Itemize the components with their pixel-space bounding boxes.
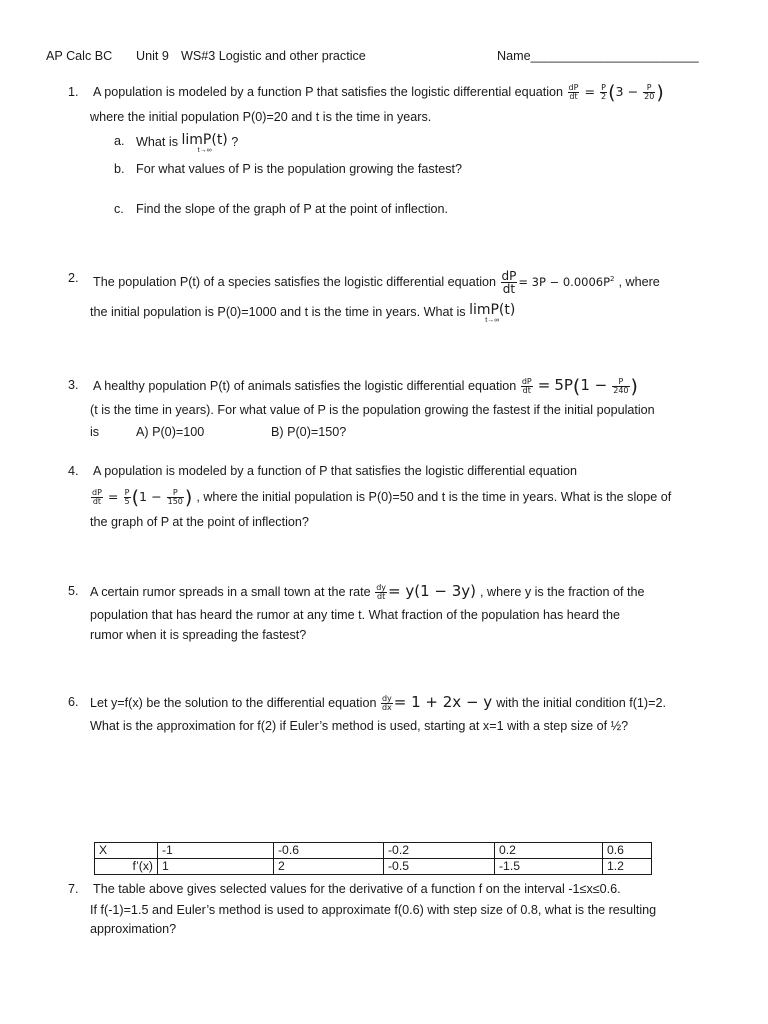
table-cell: -1.5 <box>495 859 603 875</box>
table-cell: -0.5 <box>384 859 495 875</box>
q6-number: 6. <box>68 695 79 709</box>
q6-eq-lhs: $\frac{dy}{dx}$ <box>381 694 392 712</box>
q3-eq-lhs: $\frac{dP}{dt}$ <box>521 377 532 395</box>
q2-number: 2. <box>68 271 79 285</box>
name-field <box>497 48 699 64</box>
q1-text-main: A population is modeled by a function P that satisfies the logistic differential equation <box>93 85 564 99</box>
q2-text2: the initial population is P(0)=1000 and t is the time in years. What is limP(t) t→∞ <box>90 302 516 324</box>
table-cell: -0.2 <box>384 843 495 859</box>
q4-eq-frac: $\frac{P}{150}$ <box>167 488 183 506</box>
derivative-table <box>94 842 652 875</box>
table-cell: 1 <box>158 859 274 875</box>
q4-text2: $\frac{dP}{dt}$ = $\frac{P}{5}$ (1 − $\frac{P}{150}$ ) , where the initial population is P(0)=50 and t is the time in years. What is the slope of <box>92 486 672 509</box>
q3-eq-frac: $\frac{P}{240}$ <box>613 377 629 395</box>
q1-equation: $\frac{dP}{dt}$ = $\frac{P}{2}$ (3 − $\frac{P}{20}$ ) <box>568 81 664 104</box>
q2-equation: $\frac{dP}{dt}$ = $3P - 0.0006P^2$ <box>501 269 615 296</box>
q4-eq-coef: $\frac{P}{5}$ <box>124 488 130 506</box>
q3-number: 3. <box>68 378 79 392</box>
q6-text2: What is the approximation for f(2) if Euler’s method is used, starting at x=1 with a step size of ½? <box>90 719 629 733</box>
q7-number: 7. <box>68 882 79 896</box>
q1-text2: where the initial population P(0)=20 and t is the time in years. <box>90 110 432 124</box>
q1-eq-lhs: $\frac{dP}{dt}$ <box>568 83 579 101</box>
header-course: AP Calc BC <box>46 49 113 63</box>
q5-number: 5. <box>68 584 79 598</box>
q1-text <box>93 81 664 104</box>
q3-is: is <box>90 425 100 439</box>
header-title: WS#3 Logistic and other practice <box>181 49 366 63</box>
q1b-label: b. <box>114 162 125 176</box>
table-cell: 1.2 <box>603 859 652 875</box>
q7-text3: approximation? <box>90 922 177 936</box>
q7-text: The table above gives selected values for the derivative of a function f on the interval -1≤x≤0.6. <box>93 882 621 896</box>
name-blank: ________________________ <box>530 49 699 63</box>
q6-text: Let y=f(x) be the solution to the differential equation $\frac{dy}{dx}$ = 1 + 2x − y with the initial condition f(1)=2. <box>90 693 666 712</box>
q6-equation: $\frac{dy}{dx}$ = 1 + 2x − y <box>381 693 493 712</box>
q5-equation: $\frac{dy}{dt}$ = y(1 − 3y) <box>376 582 477 601</box>
q4-equation: $\frac{dP}{dt}$ = $\frac{P}{5}$ (1 − $\frac{P}{150}$ ) <box>92 486 193 509</box>
q1-eq-coef: $\frac{P}{2}$ <box>601 83 607 101</box>
q1b-text: For what values of P is the population growing the fastest? <box>136 162 462 176</box>
header-unit: Unit 9 <box>136 49 169 63</box>
q5-text: A certain rumor spreads in a small town at the rate $\frac{dy}{dt}$ = y(1 − 3y) , where y is the fraction of the <box>90 582 645 601</box>
table-cell: 2 <box>274 859 384 875</box>
q7-text2: If f(-1)=1.5 and Euler’s method is used to approximate f(0.6) with step size of 0.8, what is the resulting <box>90 903 657 917</box>
q1a-limit: limP(t) t→∞ <box>181 132 228 154</box>
q1c-text: Find the slope of the graph of P at the point of inflection. <box>136 202 449 216</box>
q1-number: 1. <box>68 85 79 99</box>
q5-text3: rumor when it is spreading the fastest? <box>90 628 307 642</box>
q3-option-a: A) P(0)=100 <box>136 425 205 439</box>
name-label: Name <box>497 49 531 63</box>
q3-equation: $\frac{dP}{dt}$ = 5P(1 − $\frac{P}{240}$ ) <box>521 375 638 398</box>
table-cell: 0.2 <box>495 843 603 859</box>
q3-option-b: B) P(0)=150? <box>271 425 347 439</box>
table-cell: -1 <box>158 843 274 859</box>
q5-eq-lhs: $\frac{dy}{dt}$ <box>376 583 387 601</box>
table-cell: f’(x) <box>95 859 158 875</box>
table-cell: X <box>95 843 158 859</box>
q2-text: The population P(t) of a species satisfies the logistic differential equation $\frac{dP}{dt}$ = $3P - 0.0006P^2$ , where <box>93 269 660 296</box>
q1c-label: c. <box>114 202 124 216</box>
table-row <box>95 843 652 859</box>
q4-eq-lhs: $\frac{dP}{dt}$ <box>92 488 102 506</box>
q4-number: 4. <box>68 464 79 478</box>
q4-text: A population is modeled by a function of P that satisfies the logistic differential equation <box>93 464 578 478</box>
q2-limit: limP(t) t→∞ <box>469 302 516 324</box>
q3-text: A healthy population P(t) of animals satisfies the logistic differential equation $\frac{dP}{dt}$ = 5P(1 − $\frac{P}{240}$ ) <box>93 375 638 398</box>
q3-text2: (t is the time in years). For what value of P is the population growing the fastest if the initial population <box>90 403 655 417</box>
q1-eq-frac: $\frac{P}{20}$ <box>644 83 655 101</box>
q1a-label: a. <box>114 134 125 148</box>
q2-eq-lhs: $\frac{dP}{dt}$ <box>501 269 517 296</box>
table-cell: -0.6 <box>274 843 384 859</box>
q1a-text: What is limP(t) t→∞ ? <box>136 132 239 154</box>
table-row <box>95 859 652 875</box>
q4-text3: the graph of P at the point of inflection? <box>90 515 309 529</box>
q5-text2: population that has heard the rumor at any time t. What fraction of the population has heard the <box>90 608 620 622</box>
table-cell: 0.6 <box>603 843 652 859</box>
